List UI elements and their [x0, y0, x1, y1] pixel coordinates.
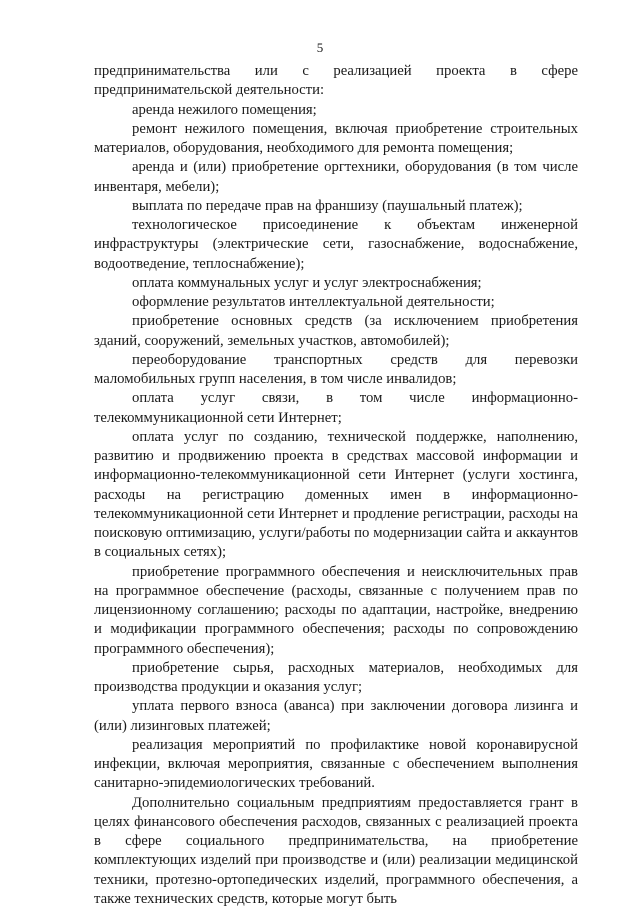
list-item-franchise: выплата по передаче прав на франшизу (паушальный платеж);	[94, 197, 578, 216]
list-item-fixed-assets: приобретение основных средств (за исключением приобретения зданий, сооружений, земельных участков, автомобилей);	[94, 312, 578, 351]
list-item-utilities-connection: технологическое присоединение к объектам инженерной инфраструктуры (электрические сети, газоснабжение, водоснабжение, водоотведение, теплоснабжение);	[94, 216, 578, 274]
list-item-repair: ремонт нежилого помещения, включая приобретение строительных материалов, оборудования, необходимого для ремонта помещения;	[94, 120, 578, 159]
list-item-intellectual-property: оформление результатов интеллектуальной деятельности;	[94, 293, 578, 312]
page-number: 5	[0, 40, 640, 56]
list-item-software: приобретение программного обеспечения и неисключительных прав на программное обеспечение (расходы, связанные с получением прав по лицензионному соглашению; расходы по адаптации, настройке, внедрению и модификации программного обеспечения; расходы по сопровождению программного обеспечения);	[94, 563, 578, 659]
list-item-utility-payments: оплата коммунальных услуг и услуг электроснабжения;	[94, 274, 578, 293]
list-item-covid-prevention: реализация мероприятий по профилактике новой коронавирусной инфекции, включая мероприятия, связанные с обеспечением выполнения санитарно-эпидемиологических требований.	[94, 736, 578, 794]
paragraph-social-enterprises: Дополнительно социальным предприятиям предоставляется грант в целях финансового обеспечения расходов, связанных с реализацией проекта в сфере социального предпринимательства, на приобретение комплектующих изделий при производстве и (или) реализации медицинской техники, протезно-ортопедических изделий, программного обеспечения, а также технических средств, которые могут быть	[94, 794, 578, 909]
paragraph-continuation: предпринимательства или с реализацией проекта в сфере предпринимательской деятельности:	[94, 62, 578, 101]
document-body	[94, 62, 578, 909]
list-item-leasing: уплата первого взноса (аванса) при заключении договора лизинга и (или) лизинговых платежей;	[94, 697, 578, 736]
list-item-vehicle-conversion: переоборудование транспортных средств для перевозки маломобильных групп населения, в том числе инвалидов;	[94, 351, 578, 390]
list-item-media-promotion: оплата услуг по созданию, технической поддержке, наполнению, развитию и продвижению проекта в средствах массовой информации и информационно-телекоммуникационной сети Интернет (услуги хостинга, расходы на регистрацию доменных имен в информационно-телекоммуникационной сети Интернет и продление регистрации, расходы на поисковую оптимизацию, услуги/работы по модернизации сайта и аккаунтов в социальных сетях);	[94, 428, 578, 563]
list-item-rent: аренда нежилого помещения;	[94, 101, 578, 120]
list-item-raw-materials: приобретение сырья, расходных материалов, необходимых для производства продукции и оказания услуг;	[94, 659, 578, 698]
list-item-communication: оплата услуг связи, в том числе информационно-телекоммуникационной сети Интернет;	[94, 389, 578, 428]
list-item-office-equipment: аренда и (или) приобретение оргтехники, оборудования (в том числе инвентаря, мебели);	[94, 158, 578, 197]
